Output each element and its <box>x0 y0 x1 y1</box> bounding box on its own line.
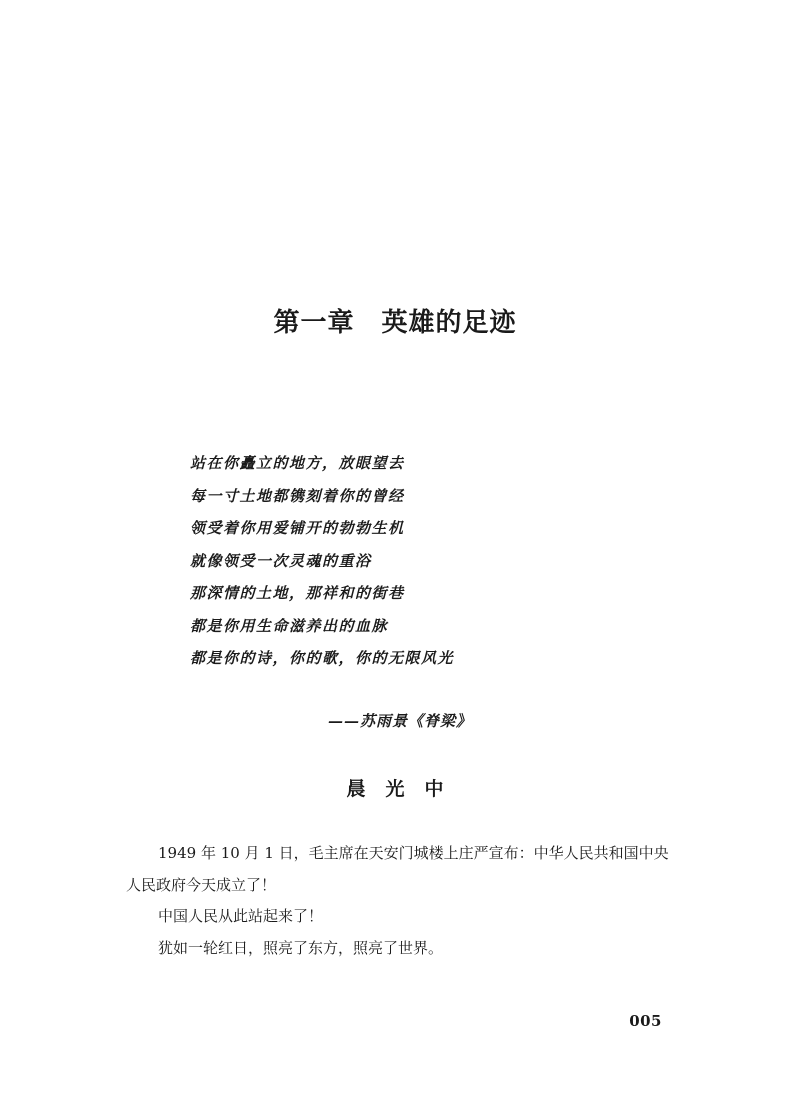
poem-line: 都是你用生命滋养出的血脉 <box>190 616 389 635</box>
poem-line: 那深情的土地，那祥和的街巷 <box>190 584 405 602</box>
poem-line: 每一寸土地都镌刻着你的曾经 <box>190 486 405 505</box>
section-title: 晨光中 <box>346 778 464 800</box>
body-paragraph: 1949 年 10 月 1 日，毛主席在天安门城楼上庄严宣布：中华人民共和国中央人民政府今天成立了！ <box>126 844 669 894</box>
poem-line: 领受着你用爱铺开的勃勃生机 <box>190 519 405 537</box>
poem-line: 站在你矗立的地方，放眼望去 <box>190 454 405 472</box>
poem <box>190 452 454 680</box>
poem-line: 都是你的诗，你的歌，你的无限风光 <box>190 649 455 667</box>
body-text <box>126 838 674 964</box>
poem-attribution: ——苏雨景《脊梁》 <box>327 712 472 730</box>
chapter-title: 第一章 英雄的足迹 <box>273 308 517 338</box>
body-paragraph: 中国人民从此站起来了！ <box>158 907 324 925</box>
poem-line: 就像领受一次灵魂的重浴 <box>190 551 372 570</box>
page-number: 005 <box>629 1012 662 1030</box>
body-paragraph: 犹如一轮红日，照亮了东方，照亮了世界。 <box>158 938 444 957</box>
